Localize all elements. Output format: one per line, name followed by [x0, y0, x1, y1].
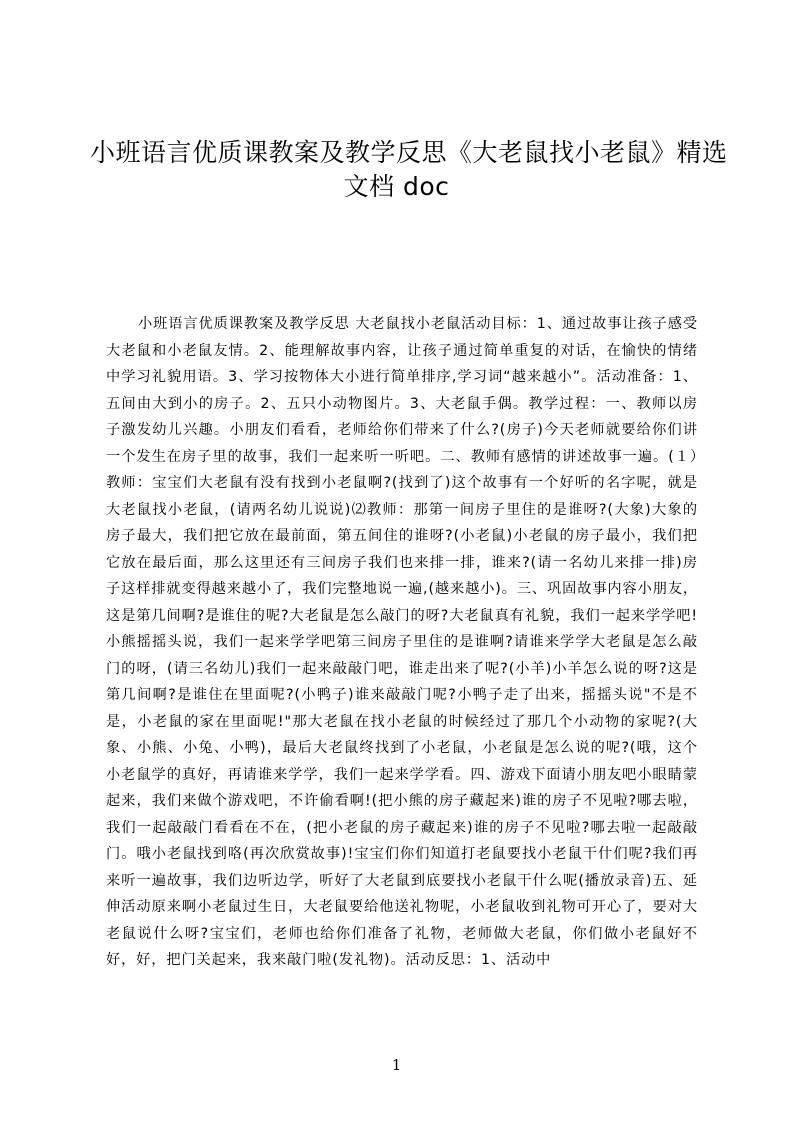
page-number: 1 [391, 1056, 402, 1074]
title-line-1: 小班语言优质课教案及教学反思《大老鼠找小老鼠》精选 [90, 138, 728, 167]
document-title [90, 136, 728, 204]
body-paragraph: 小班语言优质课教案及教学反思 大老鼠找小老鼠活动目标：1、通过故事让孩子感受大老鼠和小老鼠友情。2、能理解故事内容，让孩子通过简单重复的对话，在愉快的情绪中学习礼貌用语。3、学习按物体大小进行简单排序,学习词“越来越小”。活动准备：1、五间由大到小的房子。2、五只小动物图片。3、大老鼠手偶。教学过程：一、教师以房子激发幼儿兴趣。小朋友们看看，老师给你们带来了什么?(房子)今天老师就要给你们讲一个发生在房子里的故事，我们一起来听一听吧。二、教师有感情的讲述故事一遍。(１）教师：宝宝们大老鼠有没有找到小老鼠啊?(找到了)这个故事有一个好听的名字呢，就是大老鼠找小老鼠，(请两名幼儿说说)⑵教师：那第一间房子里住的是谁呀?(大象)大象的房子最大，我们把它放在最前面，第五间住的谁呀?(小老鼠)小老鼠的房子最小，我们把它放在最后面，那么这里还有三间房子我们也来排一排，谁来?(请一名幼儿来排一排)房子这样排就变得越来越小了，我们完整地说一遍,(越来越小)。三、巩固故事内容小朋友，这是第几间啊?是谁住的呢?大老鼠是怎么敲门的呀?大老鼠真有礼貌，我们一起来学学吧!小熊摇摇头说，我们一起来学学吧第三间房子里住的是谁啊?请谁来学学大老鼠是怎么敲门的呀，(请三名幼儿)我们一起来敲敲门吧，谁走出来了呢?(小羊)小羊怎么说的呀?这是第几间啊?是谁住在里面呢?(小鸭子)谁来敲敲门呢?小鸭子走了出来，摇摇头说"不是不是，小老鼠的家在里面呢!"那大老鼠在找小老鼠的时候经过了那几个小动物的家呢?(大象、小熊、小兔、小鸭)，最后大老鼠终找到了小老鼠，小老鼠是怎么说的呢?(哦，这个小老鼠学的真好，再请谁来学学，我们一起来学学看。四、游戏下面请小朋友吧小眼睛蒙起来，我们来做个游戏吧，不许偷看啊!(把小熊的房子藏起来)谁的房子不见啦?哪去啦，我们一起敲敲门看看在不在，(把小老鼠的房子藏起来)谁的房子不见啦?哪去啦一起敲敲门。哦小老鼠找到咯(再次欣赏故事)!宝宝们你们知道打老鼠要找小老鼠干什们呢?我们再来听一遍故事，我们边听边学，听好了大老鼠到底要找小老鼠干什么呢(播放录音)五、延伸活动原来啊小老鼠过生日，大老鼠要给他送礼物呢，小老鼠收到礼物可开心了，要对大老鼠说什么呀?宝宝们，老师也给你们准备了礼物，老师做大老鼠，你们做小老鼠好不好，好，把门关起来，我来敲门啦(发礼物)。活动反思：1、活动中 [106, 316, 698, 968]
title-line-2: 文档 doc [343, 172, 450, 201]
